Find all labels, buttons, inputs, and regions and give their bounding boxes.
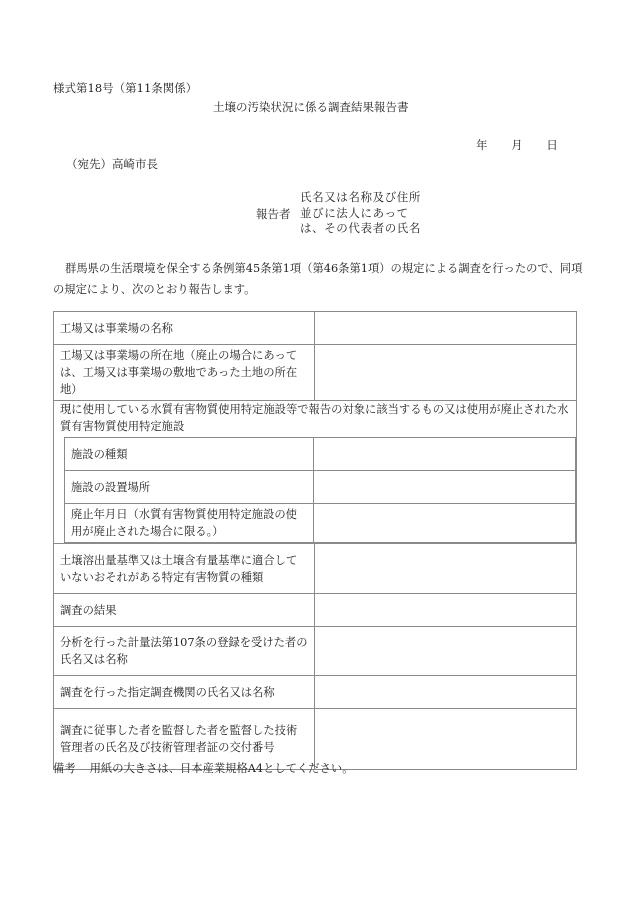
row-label: 工場又は事業場の所在地（廃止の場合にあっては、工場又は事業場の敷地であった土地の所在地） — [54, 345, 315, 401]
remarks-label: 備考 — [53, 762, 76, 775]
addressee: （宛先）高崎市長 — [66, 157, 158, 171]
row-label: 調査に従事した者を監督した者を監督した技術管理者の氏名及び技術管理者証の交付番号 — [54, 709, 315, 770]
row-label: 工場又は事業場の名称 — [54, 312, 315, 345]
row-label: 調査の結果 — [54, 594, 315, 627]
table-row — [54, 594, 577, 627]
table-row — [54, 627, 577, 676]
table-row — [65, 504, 576, 543]
facility-group — [54, 401, 577, 544]
month-label: 月 — [511, 138, 523, 152]
reporter-line: 氏名又は名称及び住所 — [300, 190, 421, 204]
intro-paragraph: 群馬県の生活環境を保全する条例第45条第1項（第46条第1項）の規定による調査を行ったので、同項の規定により、次のとおり報告します。 — [53, 262, 583, 296]
form-number: 様式第18号（第11条関係） — [53, 81, 198, 95]
row-label: 土壌溶出量基準又は土壌含有量基準に適合していないおそれがある特定有害物質の種類 — [54, 544, 315, 594]
row-label: 分析を行った計量法第107条の登録を受けた者の氏名又は名称 — [54, 627, 315, 676]
facility-group-row — [54, 401, 577, 544]
table-row — [54, 676, 577, 709]
facility-location-field[interactable] — [314, 471, 576, 504]
date-line — [476, 137, 558, 153]
table-row — [54, 312, 577, 345]
day-label: 日 — [546, 138, 558, 152]
technical-manager-field[interactable] — [315, 709, 577, 770]
document-title: 土壌の汚染状況に係る調査結果報告書 — [213, 100, 409, 114]
reporter-description — [300, 190, 421, 237]
reporter-label: 報告者 — [256, 207, 291, 221]
remarks-note — [53, 760, 354, 776]
row-label: 施設の種類 — [65, 438, 314, 471]
survey-result-field[interactable] — [315, 594, 577, 627]
table-row — [65, 438, 576, 471]
year-label: 年 — [476, 138, 488, 152]
analyst-name-field[interactable] — [315, 627, 577, 676]
row-label: 調査を行った指定調査機関の氏名又は名称 — [54, 676, 315, 709]
remarks-text: 用紙の大きさは、日本産業規格A4としてください。 — [89, 762, 354, 775]
hazardous-substance-type-field[interactable] — [315, 544, 577, 594]
facility-sub-table — [64, 437, 576, 543]
survey-institution-field[interactable] — [315, 676, 577, 709]
facility-type-field[interactable] — [314, 438, 576, 471]
reporter-line: 並びに法人にあって — [300, 205, 409, 220]
factory-location-field[interactable] — [315, 345, 577, 401]
table-row — [65, 471, 576, 504]
abolition-date-field[interactable] — [314, 504, 576, 543]
reporter-line: は、その代表者の氏名 — [300, 221, 421, 235]
factory-name-field[interactable] — [315, 312, 577, 345]
table-row — [54, 544, 577, 594]
row-label: 施設の設置場所 — [65, 471, 314, 504]
report-form-table — [53, 311, 577, 770]
row-label: 廃止年月日（水質有害物質使用特定施設の使用が廃止された場合に限る。） — [65, 504, 314, 543]
facility-group-heading: 現に使用している水質有害物質使用特定施設等で報告の対象に該当するもの又は使用が廃止された水質有害物質使用特定施設 — [60, 403, 569, 433]
table-row — [54, 345, 577, 401]
